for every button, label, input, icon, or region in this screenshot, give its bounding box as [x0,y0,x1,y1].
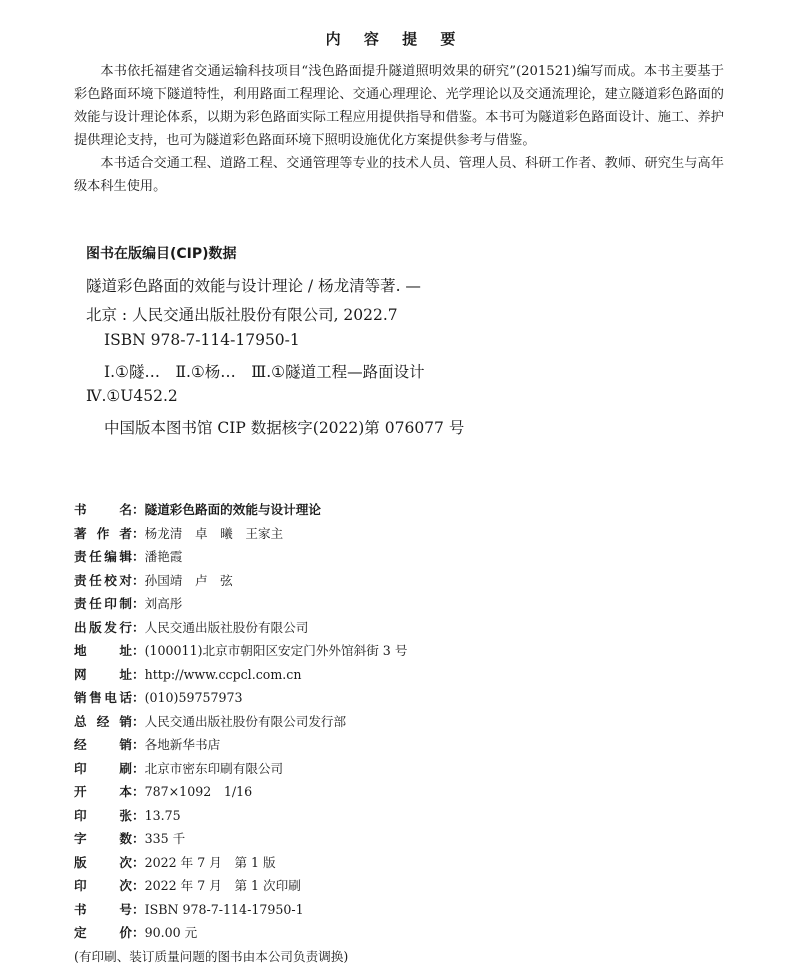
publication-value: http://www.ccpcl.com.cn [145,663,302,687]
publication-colon: ： [132,757,145,781]
publication-value: 潘艳霞 [145,545,183,569]
publication-value: 335 千 [145,827,186,851]
publication-value: 刘高彤 [145,592,183,616]
publication-label: 版次 [74,851,132,875]
publication-colon: ： [132,733,145,757]
publication-label: 销售电话 [74,686,132,710]
summary-paragraph: 本书依托福建省交通运输科技项目“浅色路面提升隧道照明效果的研究”(201521)编写而成。本书主要基于彩色路面环境下隧道特性，利用路面工程理论、交通心理理论、光学理论以及交通流理论，建立隧道彩色路面的效能与设计理论体系，以期为彩色路面实际工程应用提供指导和借鉴。本书可为隧道彩色路面设计、施工、养护提供理论支持，也可为隧道彩色路面环境下照明设施优化方案提供参考与借鉴。 [74,60,724,152]
publication-colon: ： [132,851,145,875]
summary-body [74,60,724,198]
publication-label: 印次 [74,874,132,898]
cip-line: 北京 : 人民交通出版社股份有限公司, 2022.7 [86,303,398,325]
publication-row [74,545,724,569]
publication-row [74,592,724,616]
summary-paragraph: 本书适合交通工程、道路工程、交通管理等专业的技术人员、管理人员、科研工作者、教师、研究生与高年级本科生使用。 [74,152,724,198]
publication-row [74,851,724,875]
publication-colon: ： [132,522,145,546]
publication-label: 印刷 [74,757,132,781]
publication-colon: ： [132,780,145,804]
publication-label: 书号 [74,898,132,922]
publication-value: 北京市密东印刷有限公司 [145,757,284,781]
publication-row [74,804,724,828]
publication-colon: ： [132,874,145,898]
publication-colon: ： [132,710,145,734]
publication-colon: ： [132,804,145,828]
publication-colon: ： [132,569,145,593]
cip-line: 隧道彩色路面的效能与设计理论 / 杨龙清等著. — [86,274,421,296]
publication-colon: ： [132,663,145,687]
publication-row [74,616,724,640]
publication-label: 印张 [74,804,132,828]
publication-value: (010)59757973 [145,686,243,710]
publication-value: 13.75 [145,804,181,828]
publication-row [74,874,724,898]
publication-value: (100011)北京市朝阳区安定门外外馆斜街 3 号 [145,639,408,663]
publication-label: 书名 [74,498,132,522]
publication-label: 责任编辑 [74,545,132,569]
publication-row [74,686,724,710]
publication-info [74,498,724,968]
publication-label: 开本 [74,780,132,804]
publication-value: 杨龙清 卓 曦 王家主 [145,522,284,546]
publication-label: 经销 [74,733,132,757]
summary-title: 内 容 提 要 [0,28,790,49]
publication-row [74,639,724,663]
publication-label: 责任校对 [74,569,132,593]
publication-value: 2022 年 7 月 第 1 版 [145,851,276,875]
publication-row [74,733,724,757]
publication-label: 定价 [74,921,132,945]
publication-label: 出版发行 [74,616,132,640]
publication-row [74,663,724,687]
publication-colon: ： [132,616,145,640]
publication-row [74,757,724,781]
publication-colon: ： [132,545,145,569]
publication-row [74,710,724,734]
publication-label: 字数 [74,827,132,851]
publication-row [74,921,724,945]
publication-row [74,898,724,922]
publication-colon: ： [132,639,145,663]
cip-line: Ⅰ.①隧… Ⅱ.①杨… Ⅲ.①隧道工程—路面设计 [104,360,425,382]
publication-value: 各地新华书店 [145,733,221,757]
cip-line: Ⅳ.①U452.2 [86,387,178,405]
cip-line: 中国版本图书馆 CIP 数据核字(2022)第 076077 号 [104,416,464,438]
publication-value: 787×1092 1/16 [145,780,253,804]
cip-line: ISBN 978-7-114-17950-1 [104,331,300,349]
publication-colon: ： [132,592,145,616]
publication-label: 责任印制 [74,592,132,616]
publication-label: 地址 [74,639,132,663]
publication-label: 网址 [74,663,132,687]
publication-value: 90.00 元 [145,921,198,945]
publication-row [74,522,724,546]
publication-value: 人民交通出版社股份有限公司 [145,616,309,640]
publication-value: 孙国靖 卢 弦 [145,569,233,593]
publication-label: 著作者 [74,522,132,546]
publication-value: ISBN 978-7-114-17950-1 [145,898,304,922]
publication-colon: ： [132,898,145,922]
publication-row [74,827,724,851]
publication-colon: ： [132,686,145,710]
publication-value: 人民交通出版社股份有限公司发行部 [145,710,347,734]
publication-row [74,780,724,804]
publication-value: 2022 年 7 月 第 1 次印刷 [145,874,301,898]
cip-title: 图书在版编目(CIP)数据 [86,243,237,263]
publication-colon: ： [132,827,145,851]
publication-colon: ： [132,498,145,522]
publication-colon: ： [132,921,145,945]
publication-note: (有印刷、装订质量问题的图书由本公司负责调换) [74,945,724,968]
publication-row [74,498,724,522]
publication-label: 总经销 [74,710,132,734]
publication-value: 隧道彩色路面的效能与设计理论 [145,498,321,522]
publication-row [74,569,724,593]
